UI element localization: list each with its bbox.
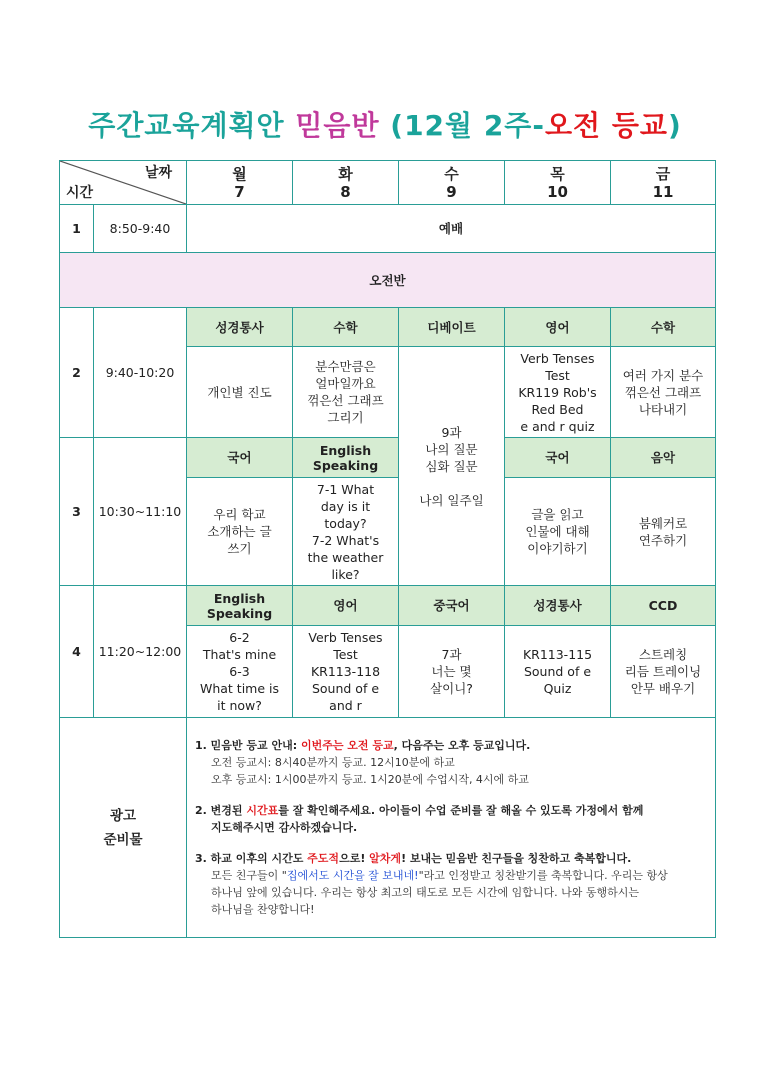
subject-cell: 중국어: [399, 586, 505, 626]
period-time: 11:20~12:00: [94, 586, 187, 718]
header-row: [60, 161, 716, 205]
subject-cell: 수학: [293, 308, 399, 347]
notes-label: 광고 준비물: [60, 718, 187, 938]
content-cell: Verb Tenses Test KR119 Rob's Red Bed e and r quiz: [505, 347, 611, 438]
subject-cell: English Speaking: [187, 586, 293, 626]
period-time: 8:50-9:40: [94, 205, 187, 253]
content-cell: 붐웨커로 연주하기: [611, 478, 716, 586]
content-cell: KR113-115 Sound of e Quiz: [505, 626, 611, 718]
content-cell: Verb Tenses Test KR113-118 Sound of e and r: [293, 626, 399, 718]
content-cell: 분수만큼은 얼마일까요 꺾은선 그래프 그리기: [293, 347, 399, 438]
title-mode: 오전 등교: [544, 109, 668, 142]
subject-cell: 성경통사: [187, 308, 293, 347]
row-1: [60, 205, 716, 253]
content-cell: 스트레칭 리듬 트레이닝 안무 배우기: [611, 626, 716, 718]
subject-cell: CCD: [611, 586, 716, 626]
title-week: (12월 2주-: [390, 109, 545, 142]
content-cell-debate: 9과 나의 질문 심화 질문 나의 일주일: [399, 347, 505, 586]
day-tue: 화 8: [293, 161, 399, 205]
content-cell: 7과 너는 몇 살이니?: [399, 626, 505, 718]
subject-cell: 성경통사: [505, 586, 611, 626]
period-time: 10:30~11:10: [94, 438, 187, 586]
header-corner: [60, 161, 187, 205]
subject-cell: 영어: [293, 586, 399, 626]
section-morning: 오전반: [60, 253, 716, 308]
content-cell: 6-2 That's mine 6-3 What time is it now?: [187, 626, 293, 718]
period-number: 3: [60, 438, 94, 586]
content-cell: 우리 학교 소개하는 글 쓰기: [187, 478, 293, 586]
date-label: 날짜: [144, 165, 172, 181]
worship-cell: 예배: [187, 205, 716, 253]
content-cell: 글을 읽고 인물에 대해 이야기하기: [505, 478, 611, 586]
note-3: 3. 하교 이후의 시간도 주도적으로! 알차게! 보내는 믿음반 친구들을 칭찬하고 축복합니다. 모든 친구들이 "집에서도 시간을 잘 보내네!"라고 인정받고 칭찬받기를 축복합니다. 우리는 항상 하나님 앞에 있습니다. 우리는 항상 최고의 태도로 모든 시간에 임합니다. 나와 동행하시는 하나님을 찬양합니다!: [195, 852, 668, 916]
note-1: 1. 믿음반 등교 안내: 이번주는 오전 등교, 다음주는 오후 등교입니다. 오전 등교시: 8시40분까지 등교. 12시10분에 하교 오후 등교시: 1시00분까지 등교. 1시20분에 수업시작, 4시에 하교: [195, 739, 531, 786]
period-number: 2: [60, 308, 94, 438]
period-number: 4: [60, 586, 94, 718]
time-label: 시간: [66, 185, 94, 201]
subject-cell: 영어: [505, 308, 611, 347]
row-4-subjects: [60, 586, 716, 626]
day-mon: 월 7: [187, 161, 293, 205]
content-cell: 7-1 What day is it today? 7-2 What's the weather like?: [293, 478, 399, 586]
note-2: 2. 변경된 시간표를 잘 확인해주세요. 아이들이 수업 준비를 잘 해올 수 있도록 가정에서 함께 지도해주시면 감사하겠습니다.: [195, 804, 644, 834]
content-cell: 여러 가지 분수 꺾은선 그래프 나타내기: [611, 347, 716, 438]
title-close: ): [667, 109, 682, 142]
subject-cell: 국어: [505, 438, 611, 478]
page-title: [0, 104, 770, 144]
subject-cell: 수학: [611, 308, 716, 347]
title-main: 주간교육계획안: [88, 109, 285, 142]
row-3-subjects: [60, 438, 716, 478]
notes-row: [60, 718, 716, 938]
content-cell: 개인별 진도: [187, 347, 293, 438]
subject-cell: 음악: [611, 438, 716, 478]
day-thu: 목 10: [505, 161, 611, 205]
day-wed: 수 9: [399, 161, 505, 205]
subject-cell: 디베이트: [399, 308, 505, 347]
day-fri: 금 11: [611, 161, 716, 205]
notes-content: [187, 718, 716, 938]
subject-cell: English Speaking: [293, 438, 399, 478]
section-row: [60, 253, 716, 308]
subject-cell: 국어: [187, 438, 293, 478]
title-class: 믿음반: [295, 109, 380, 142]
weekly-plan-table: [59, 160, 716, 938]
row-2-subjects: [60, 308, 716, 347]
period-number: 1: [60, 205, 94, 253]
period-time: 9:40-10:20: [94, 308, 187, 438]
